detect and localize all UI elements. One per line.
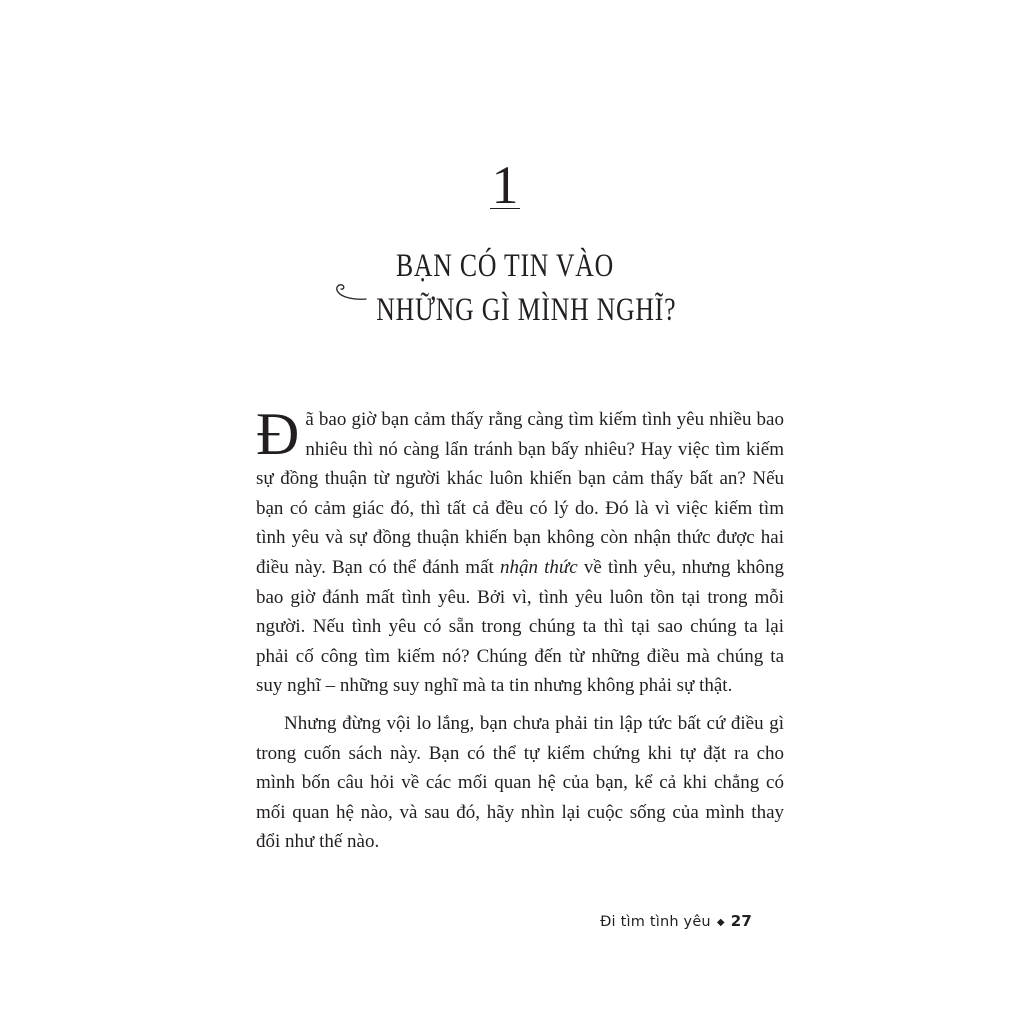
paragraph-1-text-a: ã bao giờ bạn cảm thấy rằng càng tìm kiếm tình yêu nhiều bao nhiêu thì nó càng lẩn tránh bạn bấy nhiêu? Hay việc tìm kiếm sự đồng thuận từ người khác luôn khiến bạn cảm thấy bất an? Nếu bạn có cảm giác đó, thì tất cả đều có lý do. Đó là vì việc kiếm tìm tình yêu và sự đồng thuận khiến bạn không còn nhận thức được hai điều này. Bạn có thể đánh mất <box>256 409 784 578</box>
chapter-title-line-1: BẠN CÓ TIN VÀO <box>395 248 615 284</box>
body-text <box>256 401 784 857</box>
chapter-title-line-2: NHỮNG GÌ MÌNH NGHĨ? <box>376 292 677 328</box>
chapter-title <box>376 244 677 332</box>
paragraph-1-text-b: về tình yêu, nhưng không bao giờ đánh mất tình yêu. Bởi vì, tình yêu luôn tồn tại trong mỗi người. Nếu tình yêu có sẵn trong chúng ta thì tại sao chúng ta lại phải cố công tìm kiếm nó? Chúng đến từ những điều mà chúng ta suy nghĩ – những suy nghĩ mà ta tin nhưng không phải sự thật. <box>256 556 784 697</box>
chapter-number-underline <box>490 208 520 209</box>
page-number: 27 <box>730 912 752 930</box>
drop-cap: Đ <box>256 401 300 467</box>
flourish-ornament-icon <box>334 282 368 302</box>
footer-book-title: Đi tìm tình yêu <box>600 914 711 930</box>
paragraph-1-emphasis: nhận thức <box>499 556 578 578</box>
running-footer <box>600 912 752 930</box>
paragraph-2: Nhưng đừng vội lo lắng, bạn chưa phải tin lập tức bất cứ điều gì trong cuốn sách này. Bạn có thể tự kiểm chứng khi tự đặt ra cho mình bốn câu hỏi về các mối quan hệ của bạn, kể cả khi chẳng có mối quan hệ nào, và sau đó, hãy nhìn lại cuộc sống của mình thay đổi như thế nào. <box>256 712 784 853</box>
paragraph-1 <box>256 401 784 701</box>
diamond-separator-icon: ◆ <box>716 917 725 928</box>
chapter-number: 1 <box>491 155 519 215</box>
